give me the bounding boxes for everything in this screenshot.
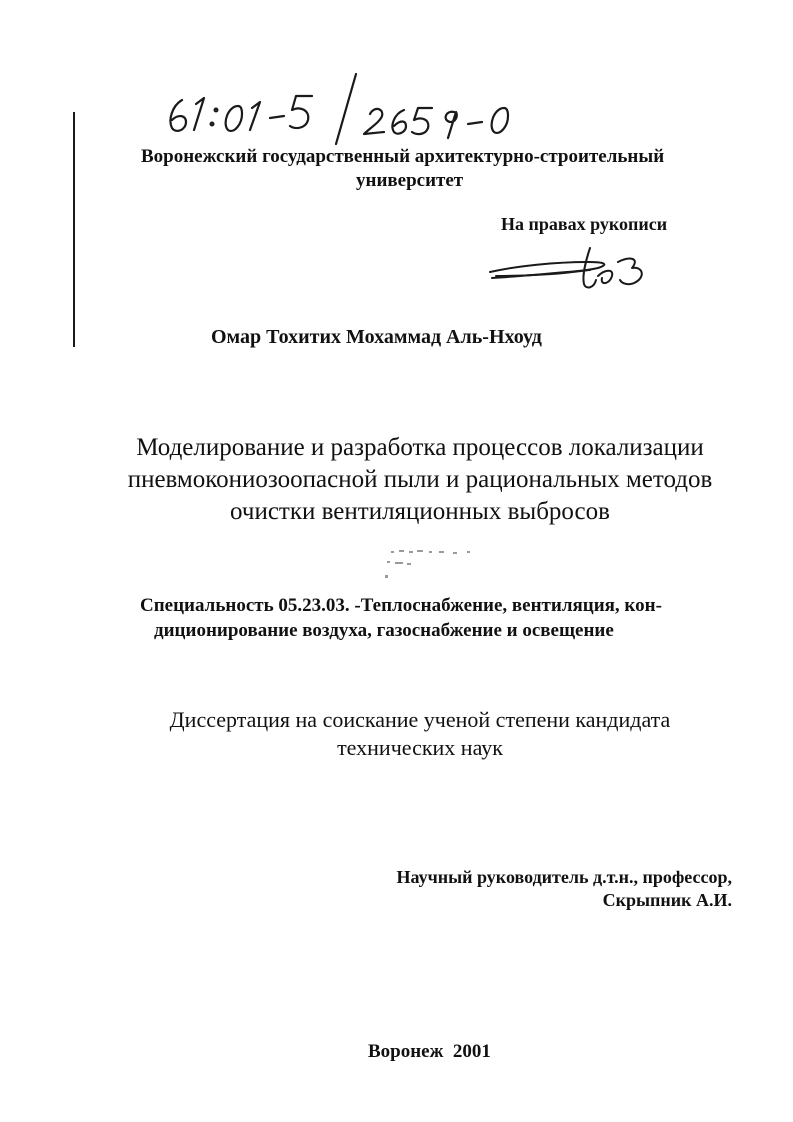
specialty-line-2: диционирование воздуха, газоснабжение и освещение	[154, 620, 614, 641]
supervisor-line-1: Научный руководитель д.т.н., профессор,	[396, 867, 732, 887]
handwritten-number-strokes	[160, 68, 520, 148]
title-line-1: Моделирование и разработка процессов локализации	[136, 434, 704, 461]
title-line-2: пневмокониозоопасной пыли и рациональных методов	[127, 466, 713, 493]
university-line-1: Воронежский государственный архитектурно-строительный	[141, 146, 665, 167]
degree-line-1: Диссертация на соискание ученой степени кандидата	[169, 707, 671, 732]
supervisor-line-2: Скрыпник А.И.	[602, 890, 732, 910]
degree-statement	[120, 706, 720, 762]
supervisor	[380, 866, 732, 912]
specialty-line-1: Специальность 05.23.03. -Теплоснабжение, вентиляция, кон-	[140, 595, 662, 616]
degree-line-2: технических наук	[337, 735, 503, 760]
title-line-3: очистки вентиляционных выбросов	[230, 498, 610, 525]
dissertation-title	[90, 432, 750, 528]
rights-notice: На правах рукописи	[501, 214, 668, 234]
handwritten-signature	[486, 240, 656, 298]
handwritten-registry-number	[160, 68, 520, 148]
scan-specks	[383, 545, 493, 581]
city-and-year: Воронеж 2001	[368, 1041, 491, 1062]
university-line-2: университет	[356, 170, 464, 191]
specialty	[140, 593, 740, 643]
scan-edge-line	[73, 112, 75, 347]
author-name: Омар Тохитих Мохаммад Аль-Нхоуд	[211, 326, 542, 348]
